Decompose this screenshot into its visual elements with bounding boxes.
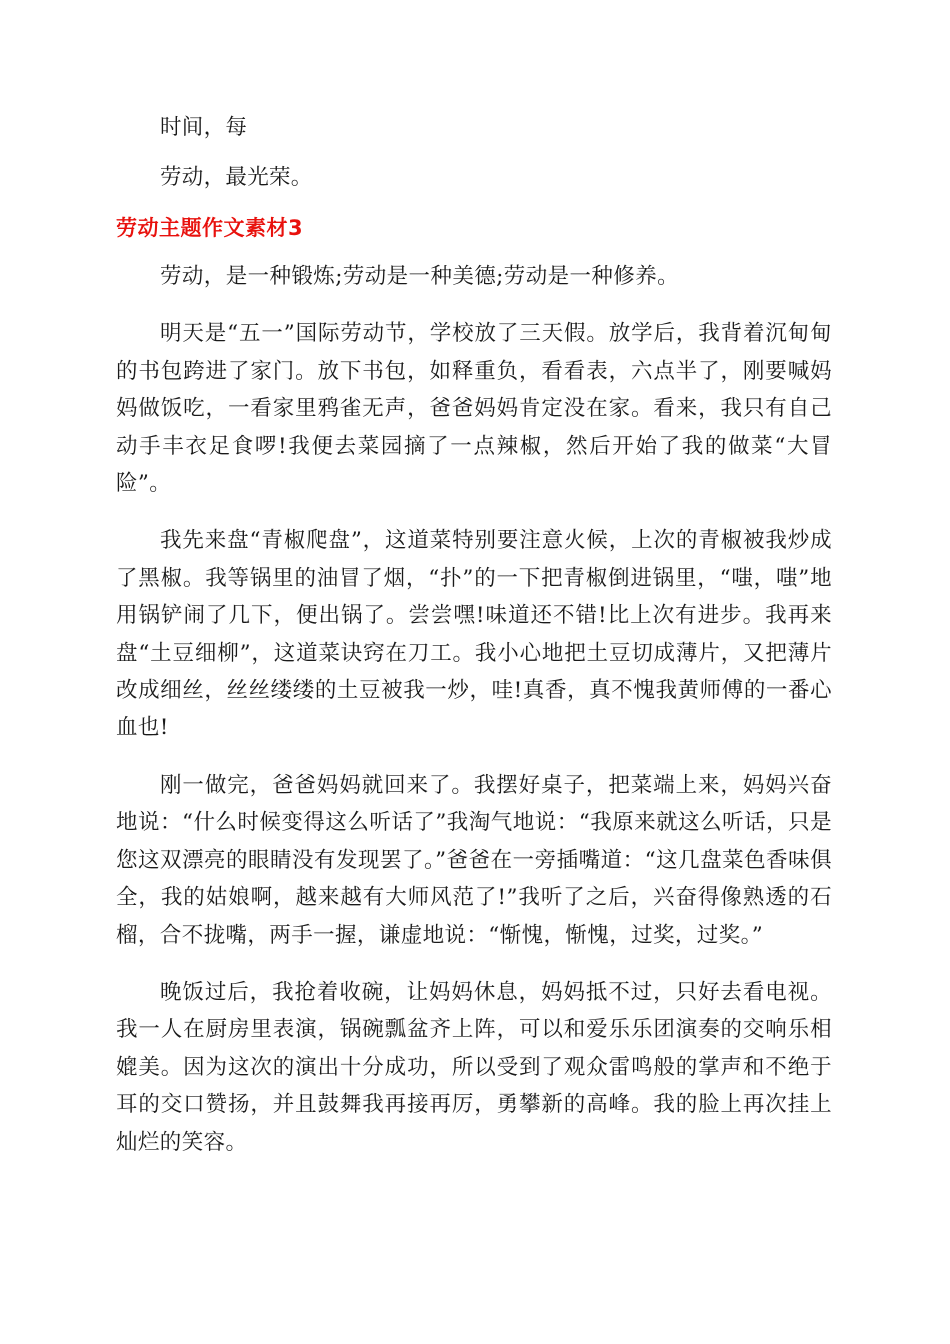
- text-line: 劳动，最光荣。: [160, 165, 313, 190]
- paragraph: 劳动，是一种锻炼;劳动是一种美德;劳动是一种修养。: [160, 264, 679, 289]
- text-line: 时间，每: [160, 115, 248, 140]
- paragraph: 明天是“五一”国际劳动节，学校放了三天假。放学后，我背着沉甸甸的书包跨进了家门。放下书包，如释重负，看看表，六点半了，刚要喊妈妈做饭吃，一看家里鸦雀无声，爸爸妈妈肯定没在家。看来，我只有自己动手丰衣足食啰!我便去菜园摘了一点辣椒，然后开始了我的做菜“大冒险”。: [116, 321, 832, 497]
- document-page: [116, 112, 832, 1181]
- paragraph: 我先来盘“青椒爬盘”，这道菜特别要注意火候，上次的青椒被我炒成了黑椒。我等锅里的油冒了烟，“扑”的一下把青椒倒进锅里，“嗤，嗤”地用锅铲闹了几下，便出锅了。尝尝嘿!味道还不错!比上次有进步。我再来盘“土豆细柳”，这道菜诀窍在刀工。我小心地把土豆切成薄片，又把薄片改成细丝，丝丝缕缕的土豆被我一炒，哇!真香，真不愧我黄师傅的一番心血也!: [116, 528, 832, 741]
- paragraph: 晚饭过后，我抢着收碗，让妈妈休息，妈妈抵不过，只好去看电视。我一人在厨房里表演，锅碗瓢盆齐上阵，可以和爱乐乐团演奏的交响乐相媲美。因为这次的演出十分成功，所以受到了观众雷鸣般的掌声和不绝于耳的交口赞扬，并且鼓舞我再接再厉，勇攀新的高峰。我的脸上再次挂上灿烂的笑容。: [116, 979, 832, 1155]
- section-heading: 劳动主题作文素材3: [116, 216, 304, 240]
- paragraph: 刚一做完，爸爸妈妈就回来了。我摆好桌子，把菜端上来，妈妈兴奋地说：“什么时候变得这么听话了”我淘气地说：“我原来就这么听话，只是您这双漂亮的眼睛没有发现罢了。”爸爸在一旁插嘴道：“这几盘菜色香味俱全，我的姑娘啊，越来越有大师风范了!”我听了之后，兴奋得像熟透的石榴，合不拢嘴，两手一握，谦虚地说：“惭愧，惭愧，过奖，过奖。”: [116, 772, 832, 948]
